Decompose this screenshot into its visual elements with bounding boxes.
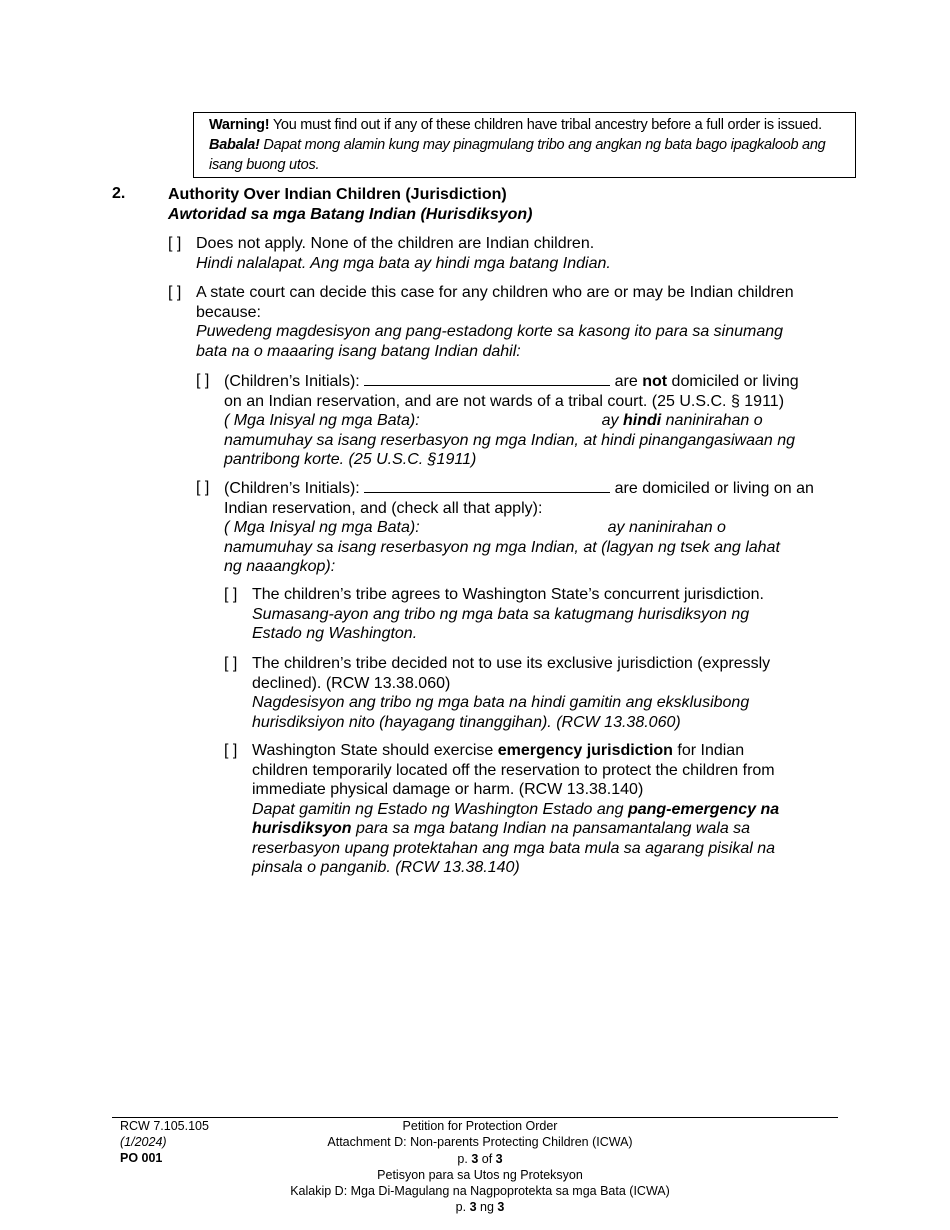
does-not-apply-tl: Hindi nalalapat. Ang mga bata ay hindi mga batang Indian. <box>196 254 611 272</box>
page-total: 3 <box>495 1151 503 1166</box>
hindi-emphasis: hindi <box>622 412 662 429</box>
page-number: 3 <box>471 1151 479 1166</box>
page-prefix-tl: p. <box>455 1200 470 1215</box>
not-domiciled-label: (Children’s Initials): <box>224 373 360 390</box>
tribe-agrees-en: The children’s tribe agrees to Washington State’s concurrent jurisdiction. <box>252 586 764 603</box>
state-court-en-1: A state court can decide this case for any children who are or may be Indian children <box>196 284 794 301</box>
section-title <box>168 185 533 225</box>
domiciled-tl-2: namumuhay sa isang reserbasyon ng mga Indian, at (lagyan ng tsek ang lahat <box>224 538 780 556</box>
checkbox-tribe-agrees[interactable]: [ ] <box>224 586 238 603</box>
not-domiciled-tl-1 <box>224 411 846 431</box>
pang-emergency-emphasis: pang-emergency na <box>627 800 780 818</box>
state-court-tl-2: bata na o maaaring isang batang Indian dahil: <box>196 342 521 360</box>
state-court-tl-1: Puwedeng magdesisyon ang pang-estadong korte sa kasong ito para sa sinumang <box>196 323 784 340</box>
tribe-declined-tl-1: Nagdesisyon ang tribo ng mga bata na hindi gamitin ang eksklusibong <box>252 694 750 711</box>
warning-en <box>209 115 847 135</box>
emergency-tl-1a: Dapat gamitin ng Estado ng Washington Estado ang <box>252 800 628 818</box>
not-domiciled-tl-label: ( Mga Inisyal ng mga Bata): <box>224 412 420 429</box>
emergency-jurisdiction-emphasis: emergency jurisdiction <box>497 742 673 759</box>
warning-label: Warning! <box>209 117 270 133</box>
does-not-apply-en: Does not apply. None of the children are Indian children. <box>196 235 595 252</box>
emergency-tl-1 <box>252 800 844 820</box>
tribe-declined-en-1: The children’s tribe decided not to use its exclusive jurisdiction (expressly <box>252 655 771 672</box>
emergency-en-1a: Washington State should exercise <box>252 742 498 759</box>
tribe-agrees-tl-2: Estado ng Washington. <box>252 625 418 642</box>
footer-rcw: RCW 7.105.105 <box>120 1119 209 1133</box>
hurisdiksyon-emphasis: hurisdiksyon <box>252 820 352 837</box>
emergency-en-1c: for Indian <box>672 742 745 759</box>
initials-field-not-domiciled[interactable] <box>364 371 610 386</box>
initials-field-domiciled[interactable] <box>364 478 610 493</box>
footer-attachment-en: Attachment D: Non-parents Protecting Children (ICWA) <box>327 1135 633 1150</box>
footer-center <box>200 1118 760 1216</box>
checkbox-state-court[interactable]: [ ] <box>168 284 182 301</box>
domiciled-tl-3: ng naaangkop): <box>224 558 336 575</box>
domiciled-tl-label: ( Mga Inisyal ng mga Bata): <box>224 519 420 536</box>
emergency-tl-2b: para sa mga batang Indian na pansamantalang wala sa <box>351 820 751 837</box>
footer-title-en: Petition for Protection Order <box>402 1119 558 1133</box>
checkbox-domiciled[interactable]: [ ] <box>196 479 210 496</box>
page-prefix: p. <box>457 1151 472 1166</box>
domiciled-tl-after: ay naninirahan o <box>607 519 726 536</box>
checkbox-tribe-declined[interactable]: [ ] <box>224 655 238 672</box>
footer-page-en <box>200 1151 760 1167</box>
footer-form-number: PO 001 <box>120 1151 163 1165</box>
emergency-tl-4: pinsala o panganib. (RCW 13.38.140) <box>252 859 520 876</box>
footer-title-tl: Petisyon para sa Utos ng Proteksyon <box>377 1167 583 1182</box>
state-court-en-2: because: <box>196 303 261 321</box>
warning-box <box>193 112 856 178</box>
domiciled-en-2: Indian reservation, and (check all that apply): <box>224 499 543 517</box>
emergency-en-2: children temporarily located off the reservation to protect the children from <box>252 761 775 779</box>
not-domiciled-tl-2: namumuhay sa isang reserbasyon ng mga Indian, at hindi pinangangasiwaan ng <box>224 431 796 449</box>
domiciled-label: (Children’s Initials): <box>224 480 360 497</box>
emergency-tl-3: reserbasyon upang protektahan ang mga bata mula sa agarang pisikal na <box>252 839 776 857</box>
checkbox-does-not-apply[interactable]: [ ] <box>168 235 182 252</box>
tribe-agrees-tl-1: Sumasang-ayon ang tribo ng mga bata sa katugmang hurisdiksyon ng <box>252 605 750 623</box>
section-number: 2. <box>112 185 126 202</box>
page-ng: ng <box>476 1200 498 1215</box>
babala-text-2: isang buong utos. <box>209 157 320 173</box>
page-total-tl: 3 <box>497 1200 505 1215</box>
page-number-tl: 3 <box>469 1200 477 1215</box>
section-title-tl: Awtoridad sa mga Batang Indian (Hurisdiksyon) <box>168 206 533 223</box>
emergency-en-3: immediate physical damage or harm. (RCW 13.38.140) <box>252 781 644 798</box>
babala-label: Babala! <box>209 137 260 153</box>
section-title-en: Authority Over Indian Children (Jurisdiction) <box>168 186 507 203</box>
not-emphasis: not <box>642 373 668 390</box>
babala-text-1: Dapat mong alamin kung may pinagmulang tribo ang angkan ng bata bago ipagkaloob ang <box>259 137 826 153</box>
checkbox-emergency[interactable]: [ ] <box>224 742 238 759</box>
footer-page-tl <box>200 1199 760 1215</box>
not-domiciled-line-1 <box>224 371 846 392</box>
emergency-tl-2 <box>252 819 844 839</box>
footer-date: (1/2024) <box>120 1135 167 1149</box>
domiciled-line-1 <box>224 478 846 499</box>
domiciled-tl-1 <box>224 518 846 538</box>
not-domiciled-are: are <box>610 373 643 390</box>
emergency-en-1 <box>252 741 844 761</box>
not-domiciled-tl-after: naninirahan o <box>661 412 763 429</box>
checkbox-not-domiciled[interactable]: [ ] <box>196 372 210 389</box>
tribe-declined-en-2: declined). (RCW 13.38.060) <box>252 674 451 692</box>
warning-text: You must find out if any of these children have tribal ancestry before a full order is issued. <box>269 117 822 133</box>
footer-attachment-tl: Kalakip D: Mga Di-Magulang na Nagpoprotekta sa mga Bata (ICWA) <box>290 1184 670 1199</box>
page-of: of <box>478 1151 496 1166</box>
not-domiciled-after: domiciled or living <box>667 373 799 390</box>
not-domiciled-en-2: on an Indian reservation, and are not wards of a tribal court. (25 U.S.C. § 1911) <box>224 392 785 410</box>
not-domiciled-tl-3: pantribong korte. (25 U.S.C. §1911) <box>224 451 477 468</box>
domiciled-after: are domiciled or living on an <box>610 480 814 497</box>
footer-left <box>120 1118 209 1166</box>
not-domiciled-tl-ay: ay <box>601 412 623 429</box>
tribe-declined-tl-2: hurisdiksiyon nito (hayagang tinanggihan). (RCW 13.38.060) <box>252 713 681 731</box>
warning-tl <box>209 135 847 155</box>
